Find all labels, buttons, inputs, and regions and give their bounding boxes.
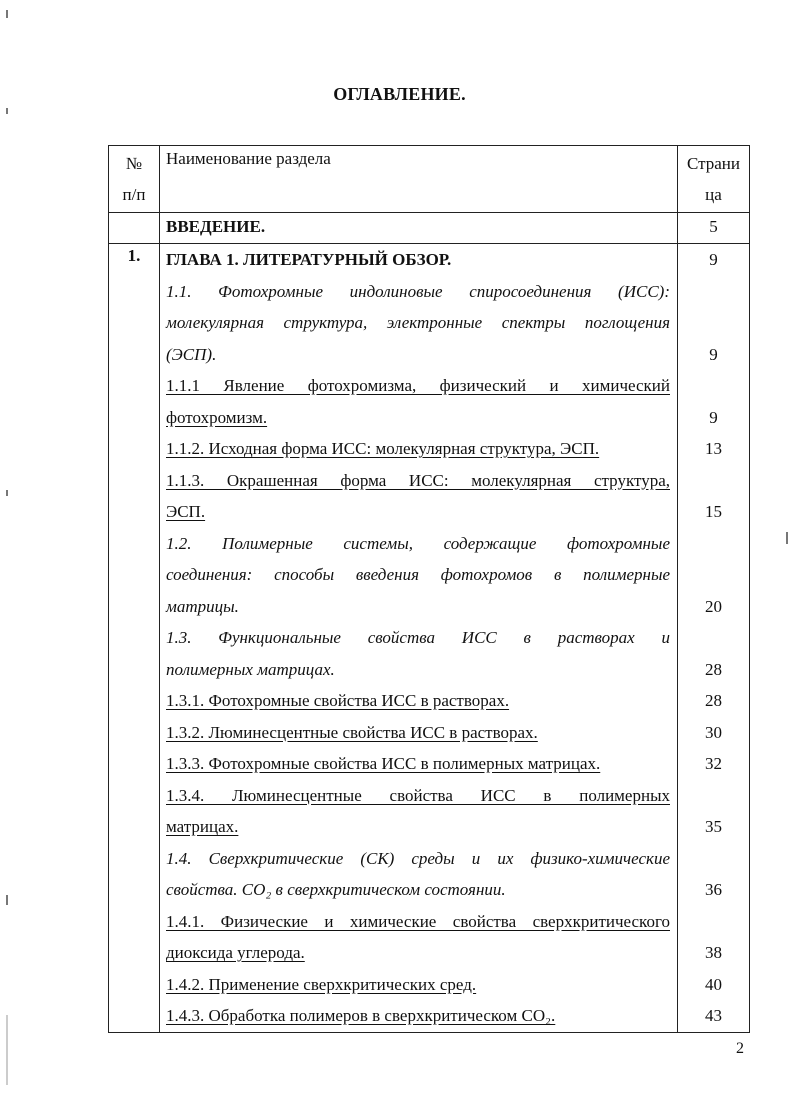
toc-entry-line: матрицах.	[166, 817, 239, 836]
toc-entry	[160, 276, 677, 371]
toc-entry-page: 28	[705, 691, 722, 710]
toc-entry-page: 13	[705, 439, 722, 458]
toc-page-spacer	[678, 622, 749, 654]
toc-entry-line: 1.3.4. Люминесцентные свойства ИСС в полимерных	[166, 785, 670, 805]
intro-number-cell	[109, 213, 160, 244]
header-page-cell	[678, 146, 750, 213]
toc-entry-line: фотохромизм.	[166, 407, 268, 427]
toc-entry	[160, 717, 677, 749]
scan-artifact	[6, 895, 8, 905]
toc-entry-page: 36	[705, 880, 722, 899]
toc-entry-line: 1.4. Сверхкритические (СК) среды и их физико-химические	[166, 848, 670, 868]
toc-entry-line: 1.1.2. Исходная форма ИСС: молекулярная структура, ЭСП.	[166, 439, 600, 458]
toc-entry-line: 1.1.1 Явление фотохромизма, физический и химический	[166, 376, 670, 395]
toc-entry	[160, 465, 677, 528]
toc-entry-line: 1.4.2. Применение сверхкритических сред.	[166, 974, 477, 994]
toc-entry-line: (ЭСП).	[166, 344, 217, 364]
toc-entry-line: 1.1. Фотохромные индолиновые спиросоединения (ИСС):	[166, 281, 670, 301]
toc-entry-line: соединения: способы введения фотохромов в полимерные	[166, 565, 670, 584]
toc-entry-page: 15	[705, 502, 722, 521]
toc-entry-line: 1.3.3. Фотохромные свойства ИСС в полимерных матрицах.	[166, 754, 601, 773]
toc-entry	[160, 906, 677, 969]
toc-entry-line: 1.4.1. Физические и химические свойства сверхкритического	[166, 911, 670, 931]
toc-page-spacer	[678, 906, 749, 938]
toc-entry-line: свойства. CO₂ в сверхкритическом состоянии.	[166, 880, 506, 899]
toc-entry	[160, 1000, 677, 1032]
toc-entry	[160, 748, 677, 780]
toc-entry	[160, 843, 677, 906]
header-number-abbr: п/п	[122, 185, 146, 204]
toc-chapter-row	[109, 244, 750, 1033]
toc-page-spacer	[678, 559, 749, 591]
toc-entry-line: 1.3.2. Люминесцентные свойства ИСС в растворах.	[166, 722, 538, 742]
toc-entry-line: ГЛАВА 1. ЛИТЕРАТУРНЫЙ ОБЗОР.	[166, 250, 452, 269]
toc-page-spacer	[678, 370, 749, 402]
header-page-part2: ца	[705, 185, 722, 204]
header-number-cell	[109, 146, 160, 213]
toc-page-spacer	[678, 465, 749, 497]
toc-entry	[160, 370, 677, 433]
toc-entry-page: 38	[705, 943, 722, 962]
toc-entry-line: 1.4.3. Обработка полимеров в сверхкритическом CO₂.	[166, 1006, 556, 1025]
toc-entry-page: 9	[709, 407, 718, 427]
toc-entry-page: 32	[705, 754, 722, 773]
chapter-number: 1.	[109, 244, 160, 1033]
toc-entry	[160, 528, 677, 623]
toc-table	[108, 145, 750, 1033]
toc-entry-page: 40	[705, 974, 722, 994]
toc-entry-line: 1.3.1. Фотохромные свойства ИСС в растворах.	[166, 691, 510, 710]
intro-page: 5	[678, 213, 750, 244]
header-section-name: Наименование раздела	[160, 146, 678, 213]
chapter-entries	[160, 244, 678, 1033]
toc-entry-line: 1.3. Функциональные свойства ИСС в растворах и	[166, 628, 670, 647]
toc-entry-page: 9	[709, 250, 718, 269]
intro-title: ВВЕДЕНИЕ.	[160, 213, 678, 244]
toc-entry	[160, 433, 677, 465]
toc-page-spacer	[678, 528, 749, 560]
page-number: 2	[736, 1040, 744, 1057]
scan-artifact	[6, 1015, 8, 1085]
toc-entry	[160, 244, 677, 276]
toc-entry-line: 1.1.3. Окрашенная форма ИСС: молекулярная структура,	[166, 470, 670, 490]
toc-page-spacer	[678, 843, 749, 875]
scan-artifact	[6, 108, 8, 114]
toc-page-spacer	[678, 276, 749, 308]
toc-entry-line: молекулярная структура, электронные спектры поглощения	[166, 313, 670, 332]
toc-entry-line: 1.2. Полимерные системы, содержащие фотохромные	[166, 533, 670, 553]
toc-entry-page: 43	[705, 1006, 722, 1025]
toc-entry	[160, 685, 677, 717]
toc-entry-page: 9	[709, 344, 718, 364]
scan-artifact	[6, 490, 8, 496]
scan-artifact	[6, 10, 8, 18]
toc-entry-line: полимерных матрицах.	[166, 659, 335, 679]
scan-artifact	[786, 532, 788, 544]
toc-page-spacer	[678, 780, 749, 812]
toc-entry-page: 35	[705, 817, 722, 836]
toc-entry-line: ЭСП.	[166, 502, 206, 521]
toc-entry	[160, 622, 677, 685]
page-title: ОГЛАВЛЕНИЕ.	[333, 84, 466, 104]
header-number-sign: №	[125, 154, 143, 173]
header-page-part1: Страни	[687, 154, 740, 173]
toc-entry	[160, 969, 677, 1001]
toc-entry-line: диоксида углерода.	[166, 943, 305, 962]
toc-entry	[160, 780, 677, 843]
toc-page-spacer	[678, 307, 749, 339]
toc-entry-page: 30	[705, 722, 722, 742]
toc-header-row	[109, 146, 750, 213]
toc-entry-line: матрицы.	[166, 596, 239, 616]
toc-entry-page: 20	[705, 596, 722, 616]
toc-intro-row	[109, 213, 750, 244]
chapter-pages	[678, 244, 750, 1033]
toc-entry-page: 28	[705, 659, 722, 679]
